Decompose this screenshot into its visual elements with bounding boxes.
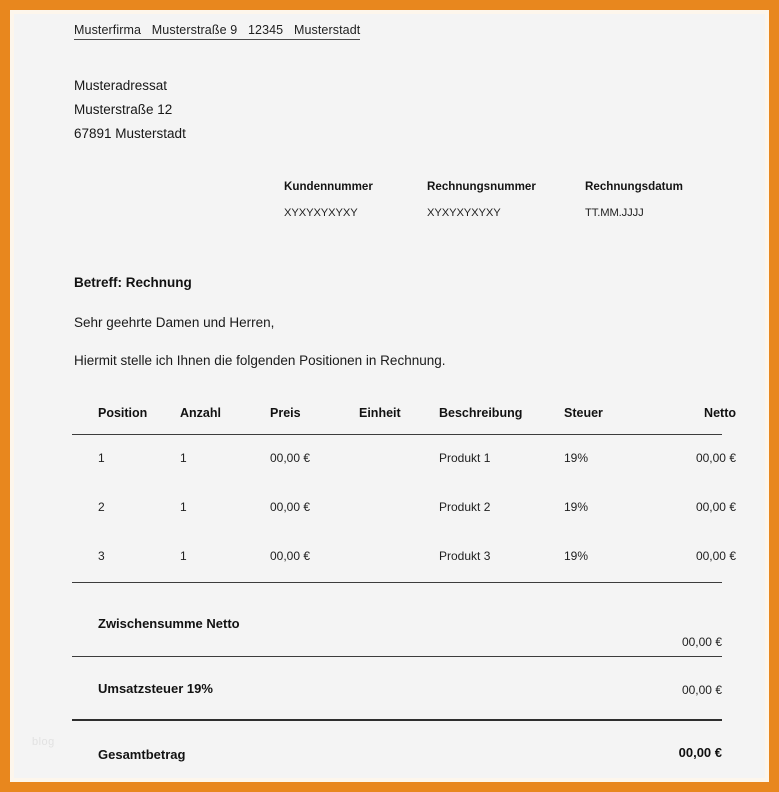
cell-preis: 00,00 € xyxy=(270,451,311,465)
total-row-subtotal xyxy=(72,594,722,657)
meta-invoice-date-value: TT.MM.JJJJ xyxy=(585,207,644,219)
meta-invoice-number-value: XYXYXYXYXY xyxy=(427,207,501,219)
invoice-meta-block xyxy=(284,180,724,236)
line-items-table xyxy=(72,406,736,583)
total-row-vat xyxy=(72,657,722,721)
meta-invoice-date-label: Rechnungsdatum xyxy=(585,180,683,193)
subject-line: Betreff: Rechnung xyxy=(74,275,192,290)
cell-steuer: 19% xyxy=(564,549,589,563)
cell-netto: 00,00 € xyxy=(695,451,736,465)
header-netto: Netto xyxy=(704,406,736,420)
cell-beschreibung: Produkt 1 xyxy=(439,451,491,465)
table-row xyxy=(72,435,736,484)
vat-label: Umsatzsteuer 19% xyxy=(98,681,213,696)
grand-total-label: Gesamtbetrag xyxy=(98,747,186,762)
meta-invoice-number-label: Rechnungsnummer xyxy=(427,180,536,193)
cell-preis: 00,00 € xyxy=(270,549,311,563)
table-bottom-rule xyxy=(72,582,722,583)
total-row-grand-total xyxy=(72,721,722,778)
cell-netto: 00,00 € xyxy=(695,549,736,563)
intro-line: Hiermit stelle ich Ihnen die folgenden Positionen in Rechnung. xyxy=(74,353,446,368)
meta-invoice-date xyxy=(585,180,683,219)
subtotal-label: Zwischensumme Netto xyxy=(98,616,240,631)
header-position: Position xyxy=(98,406,148,420)
table-row xyxy=(72,484,736,533)
meta-customer-number-value: XYXYXYXYXY xyxy=(284,207,358,219)
salutation-line: Sehr geehrte Damen und Herren, xyxy=(74,315,275,330)
recipient-city: 67891 Musterstadt xyxy=(74,126,186,141)
invoice-sheet xyxy=(14,14,765,778)
watermark-text: blog xyxy=(32,736,55,748)
grand-total-amount: 00,00 € xyxy=(678,745,722,760)
recipient-street: Musterstraße 12 xyxy=(74,102,173,117)
sender-address-line: Musterfirma Musterstraße 9 12345 Musterstadt xyxy=(74,23,360,40)
cell-position: 3 xyxy=(98,549,105,563)
vat-amount: 00,00 € xyxy=(681,683,722,697)
cell-netto: 00,00 € xyxy=(695,500,736,514)
cell-anzahl: 1 xyxy=(180,451,187,465)
meta-customer-number xyxy=(284,180,373,219)
header-preis: Preis xyxy=(270,406,301,420)
invoice-content xyxy=(14,14,765,778)
recipient-address-block xyxy=(74,74,186,146)
cell-preis: 00,00 € xyxy=(270,500,311,514)
cell-anzahl: 1 xyxy=(180,500,187,514)
cell-beschreibung: Produkt 3 xyxy=(439,549,491,563)
header-steuer: Steuer xyxy=(564,406,603,420)
table-header-row xyxy=(72,406,736,435)
cell-beschreibung: Produkt 2 xyxy=(439,500,491,514)
subtotal-amount: 00,00 € xyxy=(681,635,722,649)
cell-steuer: 19% xyxy=(564,451,589,465)
header-anzahl: Anzahl xyxy=(180,406,221,420)
cell-steuer: 19% xyxy=(564,500,589,514)
table-row xyxy=(72,533,736,582)
header-beschreibung: Beschreibung xyxy=(439,406,523,420)
meta-invoice-number xyxy=(427,180,536,219)
cell-position: 2 xyxy=(98,500,105,514)
recipient-name: Musteradressat xyxy=(74,78,168,93)
header-einheit: Einheit xyxy=(359,406,401,420)
cell-position: 1 xyxy=(98,451,105,465)
meta-customer-number-label: Kundennummer xyxy=(284,180,373,193)
totals-block xyxy=(72,594,722,778)
cell-anzahl: 1 xyxy=(180,549,187,563)
